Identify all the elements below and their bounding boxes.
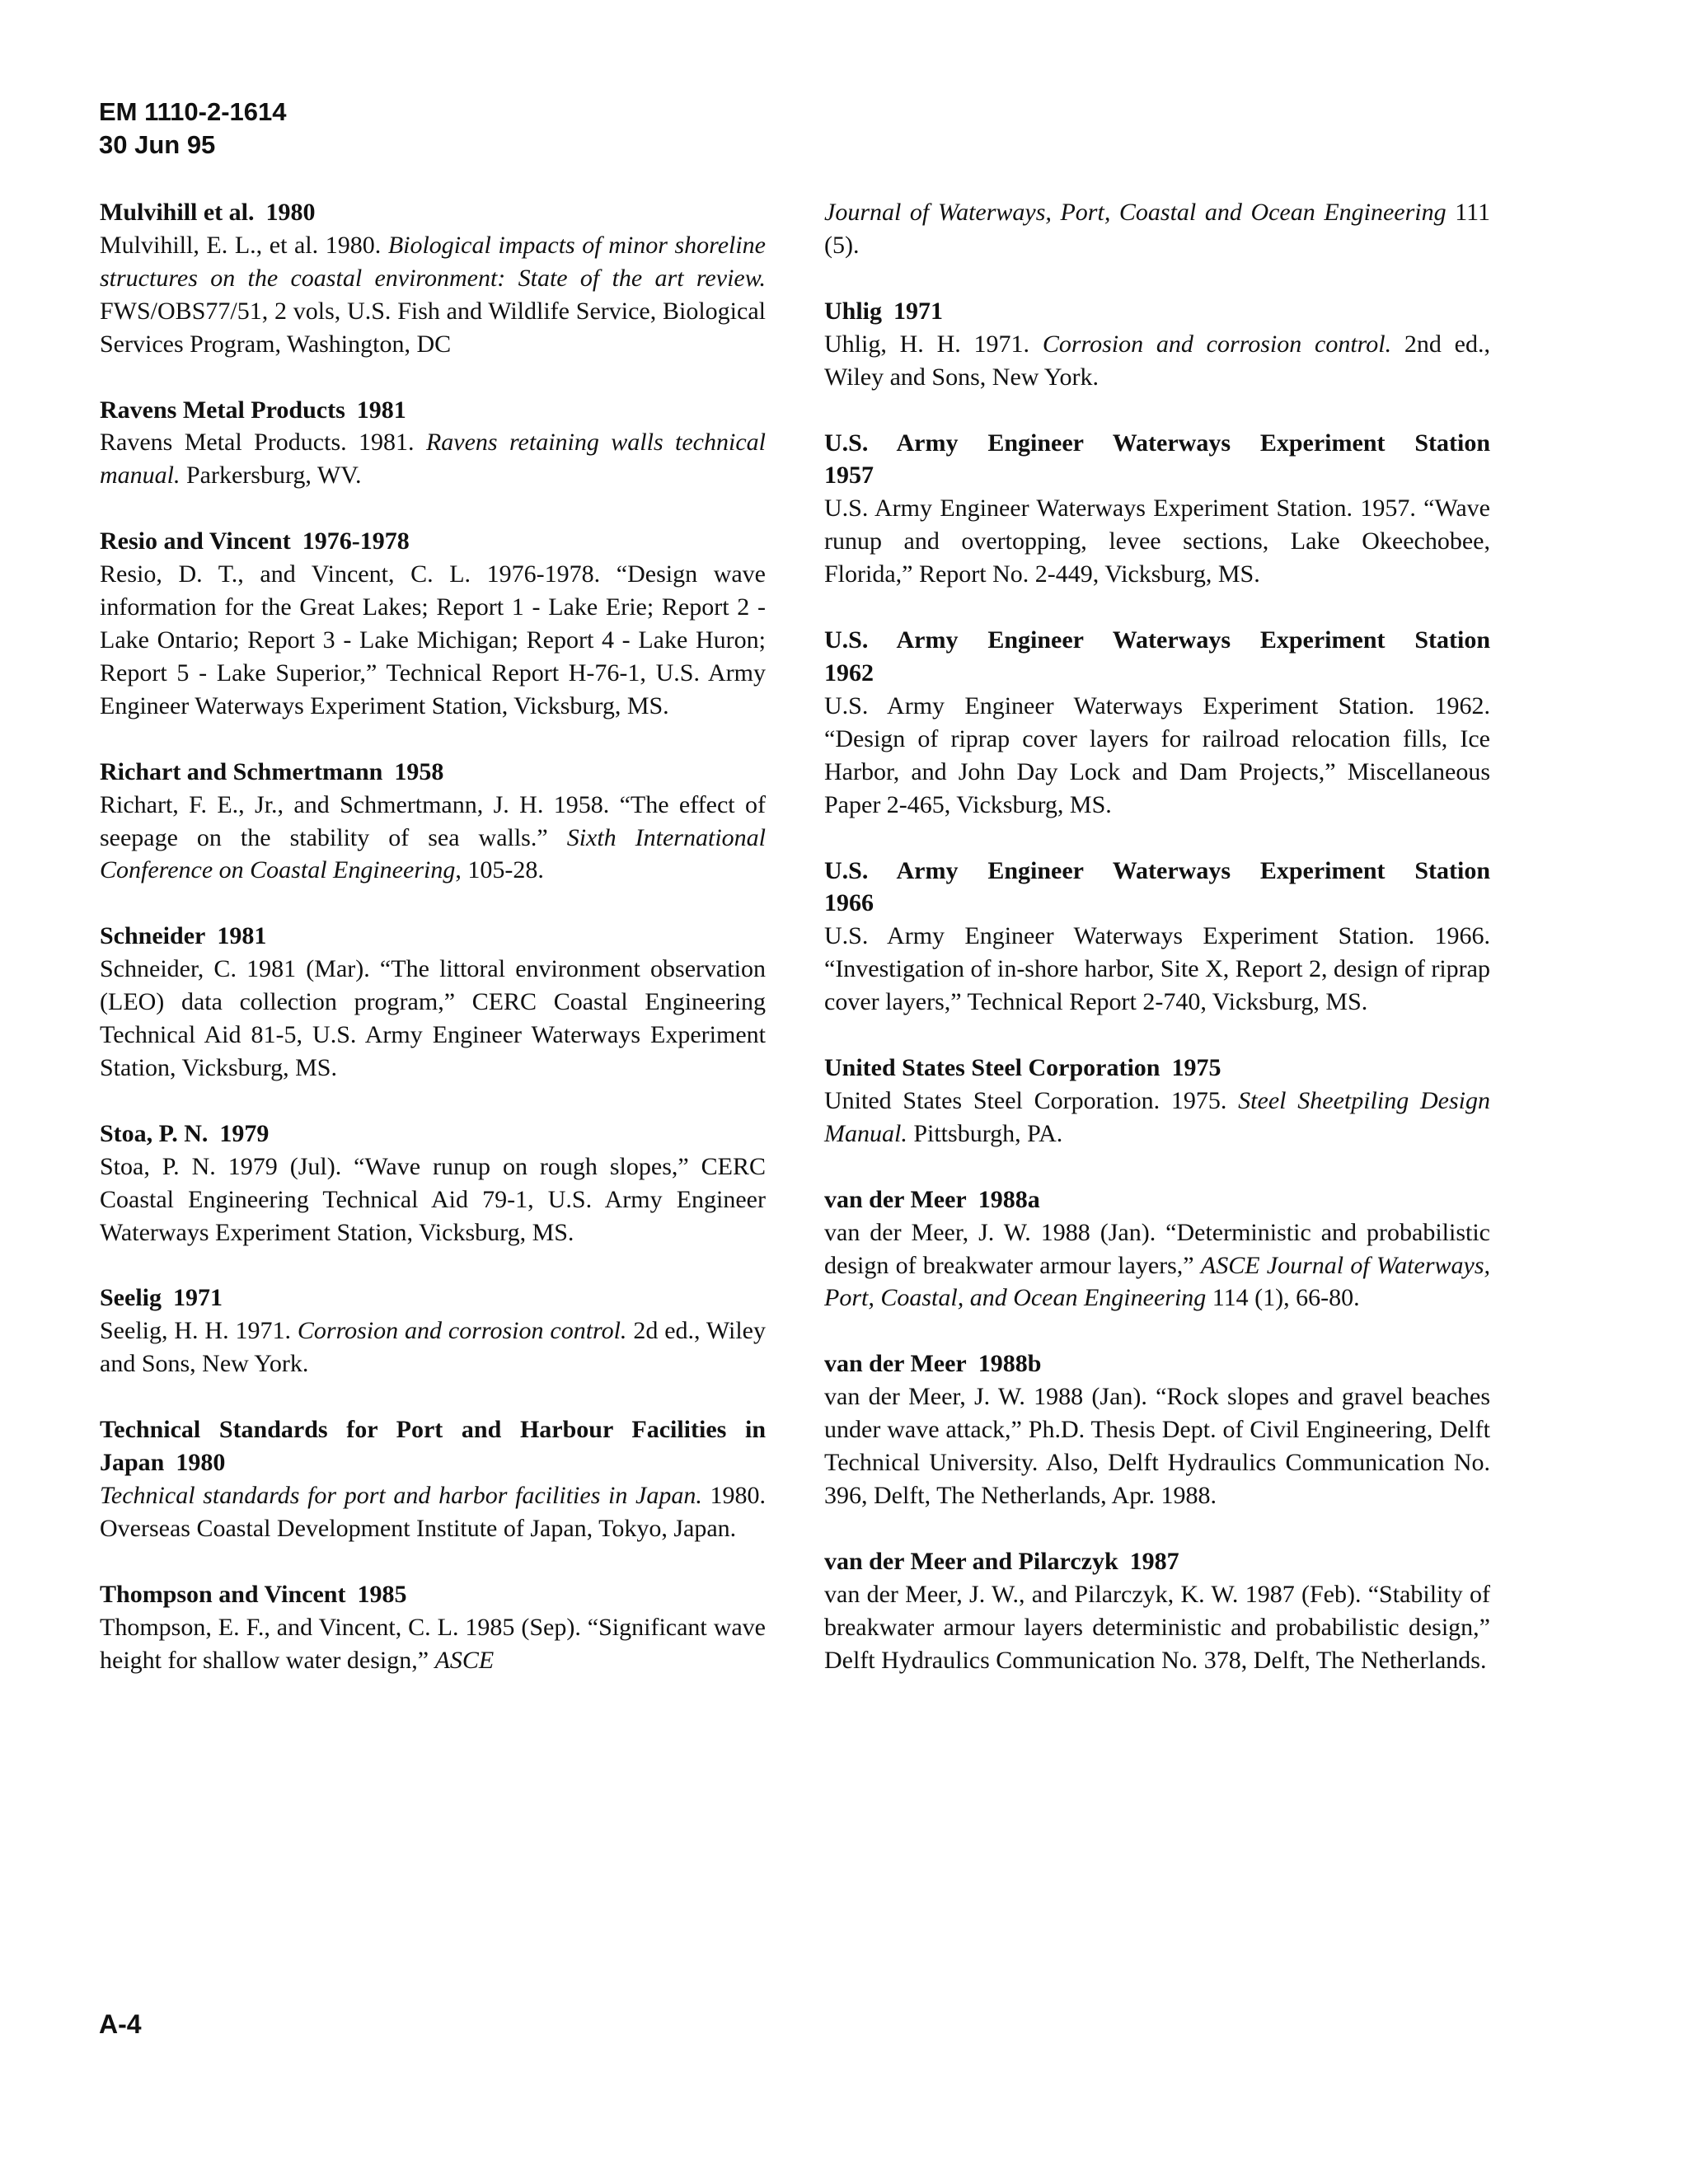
citation-text: Resio, D. T., and Vincent, C. L. 1976-1978. “Design wave information for the Great Lakes; Report 1 - Lake Erie; Report 2 - Lake Ontario; Report 3 - Lake Michigan; Report 4 - Lake Huron; Report 5 - Lake Superior,” Technical Report H-76-1, U.S. Army Engineer Waterways Experiment Station, Vicksburg, MS.	[100, 560, 766, 719]
reference-citation	[100, 426, 766, 492]
reference-year: 1988b	[978, 1350, 1042, 1378]
citation-italic-text: Ravens retaining walls technical manual.	[100, 429, 766, 490]
reference-entry	[824, 855, 1490, 1019]
reference-heading	[100, 756, 766, 789]
reference-citation	[100, 1479, 766, 1545]
reference-entry	[824, 624, 1490, 821]
citation-text: van der Meer, J. W. 1988 (Jan). “Rock slopes and gravel beaches under wave attack,” Ph.D. Thesis Dept. of Civil Engineering, Delft Technical University. Also, Delft Hydraulics Communication No. 396, Delft, The Netherlands, Apr. 1988.	[824, 1383, 1490, 1509]
citation-italic-text: Journal of Waterways, Port, Coastal and Ocean Engineering	[824, 199, 1447, 226]
citation-text: Stoa, P. N. 1979 (Jul). “Wave runup on rough slopes,” CERC Coastal Engineering Technical Aid 79-1, U.S. Army Engineer Waterways Experiment Station, Vicksburg, MS.	[100, 1152, 766, 1246]
citation-text: Thompson, E. F., and Vincent, C. L. 1985 (Sep). “Significant wave height for shallow water design,”	[100, 1613, 766, 1674]
reference-year: 1981	[217, 922, 267, 950]
reference-heading	[824, 1545, 1490, 1578]
citation-text: Mulvihill, E. L., et al. 1980.	[100, 231, 388, 259]
reference-citation	[824, 1380, 1490, 1512]
reference-year: 1958	[394, 757, 444, 785]
reference-heading	[824, 624, 1490, 690]
document-number: EM 1110-2-1614	[99, 97, 287, 126]
reference-entry	[100, 394, 766, 493]
reference-entry	[100, 756, 766, 888]
citation-text: Parkersburg, WV.	[180, 462, 362, 490]
reference-entry	[824, 295, 1490, 394]
reference-entry	[824, 427, 1490, 592]
citation-italic-text: ASCE	[434, 1646, 495, 1674]
citation-text: United States Steel Corporation. 1975.	[824, 1086, 1239, 1114]
citation-text: Uhlig, H. H. 1971.	[824, 330, 1043, 358]
reference-key: Stoa, P. N.	[100, 1119, 209, 1147]
citation-text: 114 (1), 66-80.	[1206, 1284, 1360, 1312]
reference-entry	[100, 196, 766, 361]
reference-year: 1976-1978	[302, 527, 410, 555]
reference-key: Ravens Metal Products	[100, 396, 345, 424]
reference-key: Mulvihill et al.	[100, 199, 255, 226]
reference-citation	[824, 492, 1490, 591]
reference-entry	[100, 920, 766, 1085]
citation-italic-text: Corrosion and corrosion control.	[1042, 330, 1392, 358]
citation-italic-text: Biological impacts of minor shoreline structures on the coastal environment: State of the art review.	[100, 231, 766, 292]
citation-text: 2d ed., Wiley and Sons, New York.	[100, 1317, 766, 1378]
reference-key: U.S. Army Engineer Waterways Experiment Station	[824, 856, 1490, 884]
reference-entry	[100, 525, 766, 722]
reference-year: 1957	[824, 462, 874, 490]
citation-text: FWS/OBS77/51, 2 vols, U.S. Fish and Wildlife Service, Biological Services Program, Washington, DC	[100, 297, 766, 358]
citation-text: , 105-28.	[455, 856, 544, 884]
reference-citation	[100, 789, 766, 888]
reference-year: 1966	[824, 889, 874, 917]
reference-year: 1980	[176, 1449, 226, 1477]
reference-citation	[824, 1578, 1490, 1677]
continued-citation-text	[824, 196, 1490, 262]
reference-citation	[100, 1611, 766, 1677]
citation-text: Ravens Metal Products. 1981.	[100, 429, 426, 457]
reference-entry	[824, 1545, 1490, 1677]
reference-year: 1981	[356, 396, 406, 424]
reference-heading	[100, 1118, 766, 1151]
reference-year: 1987	[1129, 1547, 1179, 1575]
reference-year: 1979	[219, 1119, 270, 1147]
reference-heading	[100, 1413, 766, 1479]
page-header	[99, 96, 287, 162]
reference-year: 1980	[265, 199, 316, 226]
document-date: 30 Jun 95	[99, 130, 216, 159]
reference-key: United States Steel Corporation	[824, 1054, 1160, 1082]
reference-citation	[824, 1085, 1490, 1151]
reference-entry	[100, 1578, 766, 1677]
reference-year: 1988a	[978, 1185, 1040, 1213]
reference-key: Seelig	[100, 1284, 162, 1312]
reference-entry	[824, 1183, 1490, 1315]
citation-text: Pittsburgh, PA.	[907, 1119, 1063, 1147]
reference-heading	[100, 525, 766, 558]
citation-text: van der Meer, J. W., and Pilarczyk, K. W. 1987 (Feb). “Stability of breakwater armour layers deterministic and probabilistic design,” Delft Hydraulics Communication No. 378, Delft, The Netherlands.	[824, 1580, 1490, 1674]
reference-key: van der Meer and Pilarczyk	[824, 1547, 1118, 1575]
right-column-entries	[824, 295, 1490, 1677]
reference-key: U.S. Army Engineer Waterways Experiment Station	[824, 429, 1490, 457]
citation-text: Schneider, C. 1981 (Mar). “The littoral environment observation (LEO) data collection program,” CERC Coastal Engineering Technical Aid 81-5, U.S. Army Engineer Waterways Experiment Station, Vicksburg, MS.	[100, 955, 766, 1081]
reference-key: van der Meer	[824, 1350, 967, 1378]
reference-heading	[100, 394, 766, 427]
reference-citation	[100, 1315, 766, 1380]
reference-key: Richart and Schmertmann	[100, 757, 383, 785]
citation-text: U.S. Army Engineer Waterways Experiment Station. 1966. “Investigation of in-shore harbor, Site X, Report 2, design of riprap cover layers,” Technical Report 2-740, Vicksburg, MS.	[824, 922, 1490, 1016]
citation-text: U.S. Army Engineer Waterways Experiment Station. 1957. “Wave runup and overtopping, levee sections, Lake Okeechobee, Florida,” Report No. 2-449, Vicksburg, MS.	[824, 494, 1490, 588]
continued-citation	[824, 196, 1490, 262]
reference-year: 1975	[1171, 1054, 1221, 1082]
reference-heading	[100, 920, 766, 953]
reference-year: 1962	[824, 658, 874, 687]
reference-entry	[100, 1413, 766, 1545]
reference-year: 1971	[173, 1284, 223, 1312]
reference-year: 1971	[893, 297, 944, 325]
citation-text: 1980. Overseas Coastal Development Institute of Japan, Tokyo, Japan.	[100, 1482, 766, 1542]
reference-citation	[100, 1151, 766, 1249]
reference-citation	[824, 1216, 1490, 1315]
reference-citation	[100, 558, 766, 723]
page-number: A-4	[99, 2009, 142, 2039]
reference-key: Uhlig	[824, 297, 883, 325]
citation-text: 2nd ed., Wiley and Sons, New York.	[824, 330, 1490, 391]
reference-key: Resio and Vincent	[100, 527, 291, 555]
reference-heading	[824, 1347, 1490, 1380]
citation-italic-text: Steel Sheetpiling Design Manual.	[824, 1086, 1490, 1147]
citation-text: 111 (5).	[824, 199, 1490, 259]
reference-citation	[100, 953, 766, 1085]
reference-key: U.S. Army Engineer Waterways Experiment Station	[824, 626, 1490, 654]
reference-citation	[824, 690, 1490, 822]
reference-entry	[100, 1118, 766, 1249]
reference-key: van der Meer	[824, 1185, 967, 1213]
reference-key: Schneider	[100, 922, 206, 950]
citation-italic-text: Technical standards for port and harbor facilities in Japan.	[100, 1482, 702, 1509]
reference-citation	[824, 328, 1490, 394]
reference-entry	[824, 1052, 1490, 1151]
reference-key: Technical Standards for Port and Harbour Facilities in Japan	[100, 1416, 766, 1477]
reference-entry	[100, 1282, 766, 1380]
reference-year: 1985	[357, 1580, 407, 1608]
reference-heading	[824, 1183, 1490, 1216]
citation-italic-text: Corrosion and corrosion control.	[297, 1317, 627, 1345]
citation-italic-text: Sixth International Conference on Coastal Engineering	[100, 823, 766, 884]
left-column	[100, 196, 766, 1710]
reference-heading	[100, 196, 766, 229]
reference-heading	[100, 1578, 766, 1611]
reference-heading	[100, 1282, 766, 1315]
reference-citation	[100, 229, 766, 361]
citation-text: Seelig, H. H. 1971.	[100, 1317, 298, 1345]
reference-heading	[824, 1052, 1490, 1085]
right-column	[824, 196, 1490, 1710]
reference-citation	[824, 920, 1490, 1019]
reference-heading	[824, 295, 1490, 328]
reference-heading	[824, 427, 1490, 493]
reference-heading	[824, 855, 1490, 921]
citation-text: Richart, F. E., Jr., and Schmertmann, J. H. 1958. “The effect of seepage on the stability of sea walls.”	[100, 790, 766, 851]
reference-entry	[824, 1347, 1490, 1512]
citation-text: U.S. Army Engineer Waterways Experiment Station. 1962. “Design of riprap cover layers for railroad relocation fills, Ice Harbor, and John Day Lock and Dam Projects,” Miscellaneous Paper 2-465, Vicksburg, MS.	[824, 691, 1490, 818]
citation-text: van der Meer, J. W. 1988 (Jan). “Deterministic and probabilistic design of breakwater armour layers,”	[824, 1218, 1490, 1279]
citation-italic-text: ASCE Journal of Waterways, Port, Coastal, and Ocean Engineering	[824, 1251, 1490, 1312]
reference-key: Thompson and Vincent	[100, 1580, 346, 1608]
